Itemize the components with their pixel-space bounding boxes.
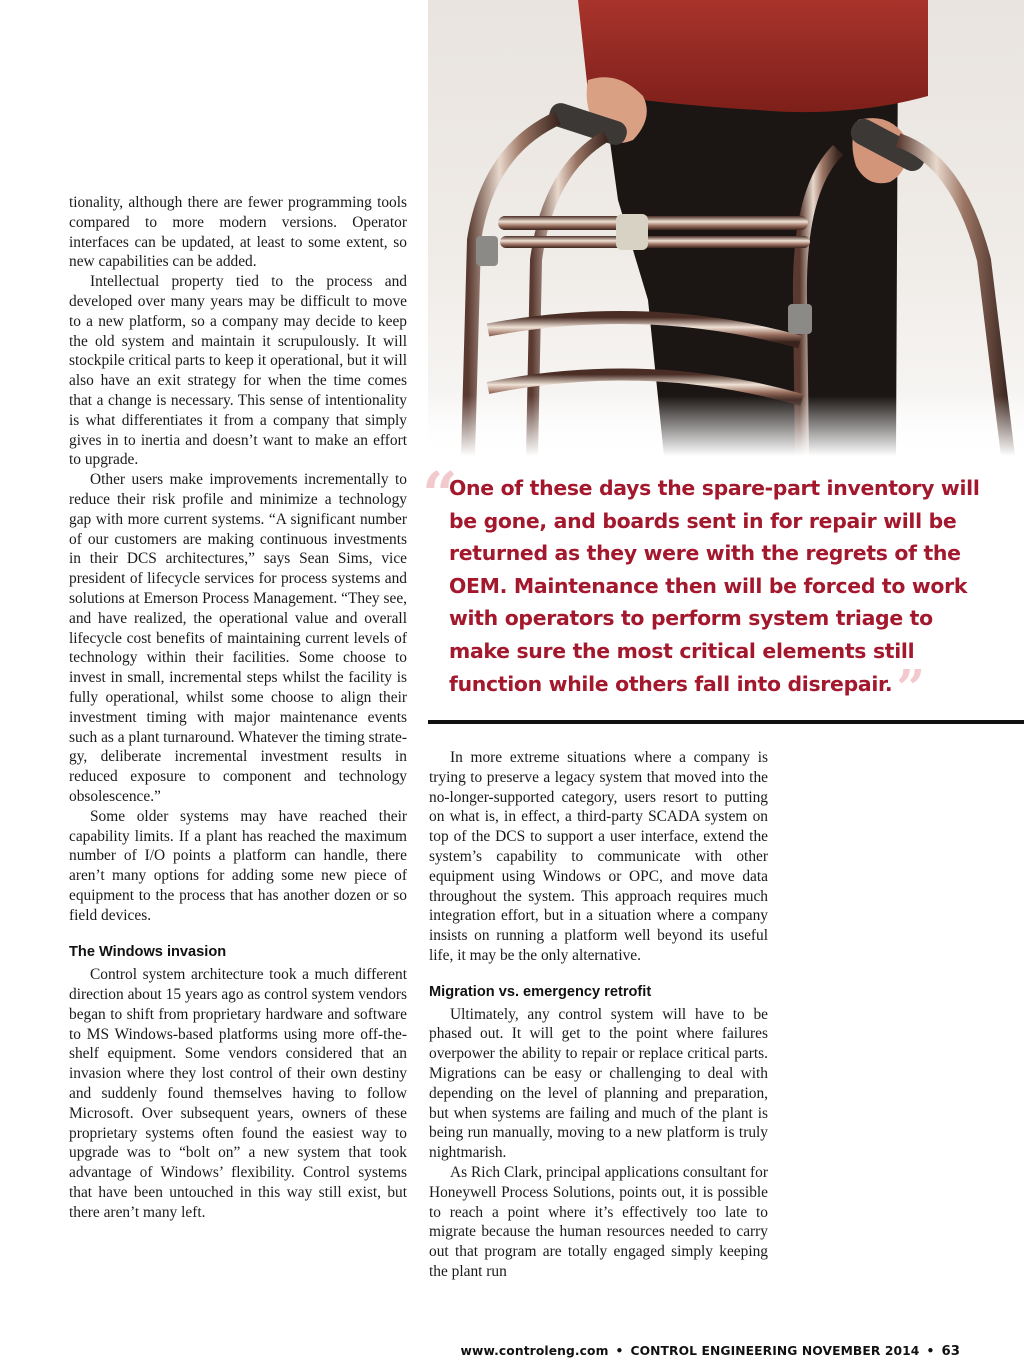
footer-separator-1: • bbox=[615, 1344, 624, 1358]
right-section-paragraph-1: Ultimately, any control system will have to be phased out. It will get to the point where failures overpower the ability to repair or replace critical parts. Migrations can be easy or challenging to deal with depending on the level of planning and preparation, but when systems are failing and much of the plant is being run manually, moving to a new platform is truly nightmarish. bbox=[429, 1005, 768, 1162]
left-column bbox=[69, 193, 407, 1223]
right-column bbox=[429, 748, 768, 1282]
open-quote-mark: “ bbox=[422, 458, 458, 531]
left-paragraph-3: Other users make improvements incrementally to reduce their risk profile and minimize a technology gap with more current systems. “A significant number of our customers are making continuous investments in their DCS architectures,” says Sean Sims, vice president of lifecycle services for process systems and solutions at Emerson Process Management. “They see, and have realized, the operational value and overall lifecycle cost benefits of maintaining current levels of technology within their facilities. Some choose to invest in small, incremental steps whilst the facility is fully operational, whilst some choose to align their investment timing with major maintenance events such as a plant turnaround. Whatever the timing strategy, deliberate incremental investment results in reduced exposure to component and technology obsolescence.” bbox=[69, 471, 407, 805]
footer-url: www.controleng.com bbox=[460, 1344, 609, 1358]
left-paragraph-2: Intellectual property tied to the process and developed over many years may be difficult to move to a new platform, so a company may decide to keep the old system and maintain it scrupulously. It will stockpile critical parts to keep it operational, but it will also have an exit strategy for when the time comes that a change is necessary. This sense of intentionality is what differentiates it from a company that simply gives in to inertia and doesn’t want to make an effort to upgrade. bbox=[69, 273, 407, 469]
walker-photo-icon bbox=[428, 0, 1024, 456]
pull-quote-body bbox=[449, 472, 989, 717]
walker-photo bbox=[428, 0, 1024, 456]
left-paragraph-1: tionality, although there are fewer programming tools compared to more modern versions. Operator interfaces can be updated, at least to some extent, so new capabilities can be added. bbox=[69, 194, 407, 271]
pull-quote bbox=[422, 458, 988, 717]
pull-quote-text: One of these days the spare-part inventory will be gone, and boards sent in for repair will be returned as they were with the regrets of the OEM. Maintenance then will be forced to work with operators to perform system triage to make sure the most critical elements still function while others fall into disrepair. bbox=[449, 476, 980, 696]
left-paragraph-4: Some older systems may have reached their capability limits. If a plant has reached the maximum number of I/O points a platform can handle, there aren’t many options for adding some new piece of equipment to the process that has another dozen or so field devices. bbox=[69, 807, 407, 924]
left-section-paragraph-1: Control system architecture took a much different direction about 15 years ago as control system vendors began to shift from proprietary hardware and software to MS Windows-based platforms using more off-the-shelf equipment. Some vendors considered that an invasion where they lost control of their own destiny and suddenly found themselves having to follow Microsoft. Over subsequent years, owners of these proprietary systems often found the easiest way to upgrade was to “bolt on” a new system that took advantage of Windows’ flexibility. Control systems that have been untouched in this way still exist, but there aren’t many left. bbox=[69, 966, 407, 1221]
subhead-migration: Migration vs. emergency retrofit bbox=[429, 983, 652, 1000]
footer-publication: CONTROL ENGINEERING NOVEMBER 2014 bbox=[630, 1344, 920, 1358]
pull-quote-rule bbox=[428, 720, 1024, 724]
close-quote-mark: ” bbox=[896, 657, 925, 717]
page-footer bbox=[461, 1344, 960, 1359]
right-section-paragraph-2: As Rich Clark, principal applications consultant for Honeywell Process Solutions, points out, it is possible to reach a point where it’s effectively too late to migrate because the human resources needed to carry out that program are totally engaged simply keeping the plant run bbox=[429, 1163, 768, 1280]
subhead-windows-invasion: The Windows invasion bbox=[69, 944, 227, 961]
page-number: 63 bbox=[941, 1344, 960, 1359]
footer-separator-2: • bbox=[926, 1344, 935, 1358]
right-paragraph-1: In more extreme situations where a company is trying to preserve a legacy system that moved into the no-longer-supported category, users resort to putting on what is, in effect, a third-party SCADA system on top of the DCS to support a user interface, extend the system’s capability to communicate with other equipment using Windows or OPC, and move data throughout the system. This approach requires much integration effort, but in a situation where a company insists on running a platform well beyond its useful life, it may be the only alternative. bbox=[429, 749, 768, 964]
